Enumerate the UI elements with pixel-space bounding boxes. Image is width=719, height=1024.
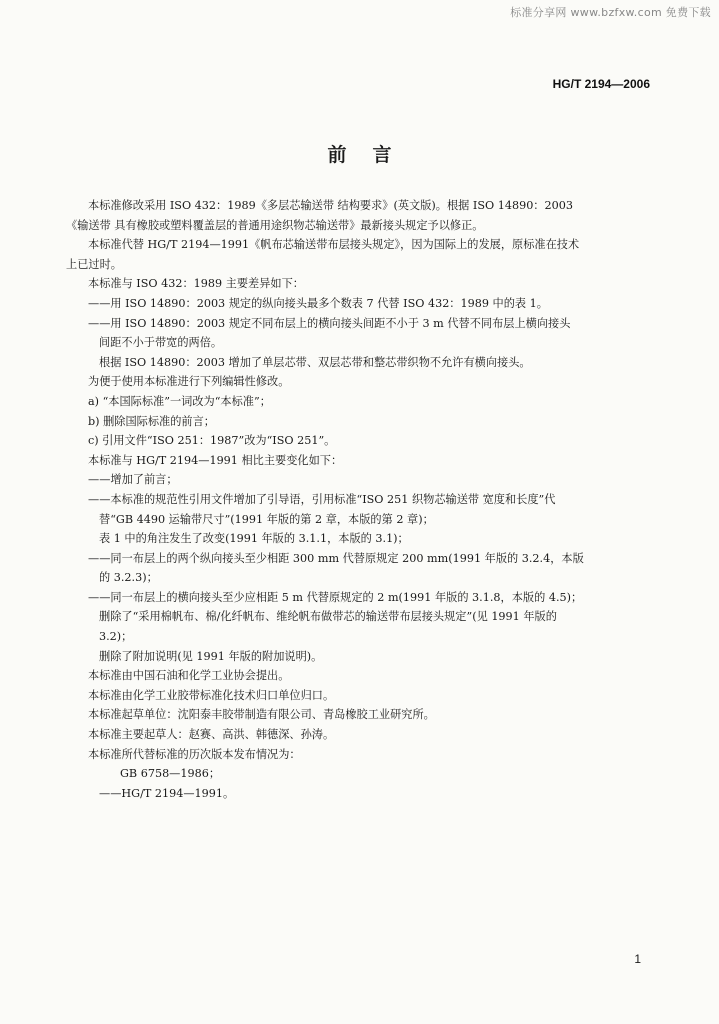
text-line: 本标准与 ISO 432：1989 主要差异如下：: [88, 277, 304, 291]
text-line: 删除了附加说明(见 1991 年版的附加说明)。: [99, 649, 323, 663]
text-line: ——同一布层上的横向接头至少应相距 5 m 代替原规定的 2 m(1991 年版的 3.1.8，本版的 4.5)；: [88, 590, 583, 604]
text-line: 本标准与 HG/T 2194—1991 相比主要变化如下：: [88, 453, 343, 467]
text-line: 间距不小于带宽的两倍。: [99, 336, 223, 350]
text-line: 本标准主要起草人：赵赛、高洪、韩德深、孙涛。: [88, 728, 335, 742]
text-line: GB 6758—1986；: [120, 767, 221, 781]
text-line: 本标准所代替标准的历次版本发布情况为：: [88, 747, 301, 761]
text-line: 删除了“采用棉帆布、棉/化纤帆布、维纶帆布做带芯的输送带布层接头规定”(见 1991 年版的: [99, 610, 557, 624]
text-line: 根据 ISO 14890：2003 增加了单层芯带、双层芯带和整芯带织物不允许有横向接头。: [99, 355, 531, 369]
page-number: 1: [634, 952, 641, 966]
watermark-text: 标准分享网 www.bzfxw.com 免费下载: [510, 6, 711, 19]
text-line: 表 1 中的角注发生了改变(1991 年版的 3.1.1，本版的 3.1)；: [99, 532, 409, 546]
page-title: 前言: [327, 144, 418, 166]
text-line: 替“GB 4490 运输带尺寸”(1991 年版的第 2 章，本版的第 2 章)；: [99, 512, 434, 526]
text-line: 《输送带 具有橡胶或塑料覆盖层的普通用途织物芯输送带》最新接头规定予以修正。: [66, 218, 484, 232]
text-line: ——本标准的规范性引用文件增加了引导语，引用标准“ISO 251 织物芯输送带 宽度和长度”代: [88, 492, 556, 506]
text-line: b) 删除国际标准的前言；: [88, 414, 215, 428]
text-line: 本标准由中国石油和化学工业协会提出。: [88, 669, 290, 683]
text-line: 为便于使用本标准进行下列编辑性修改。: [88, 375, 290, 389]
text-line: 的 3.2.3)；: [99, 571, 158, 585]
standard-code: HG/T 2194—2006: [552, 77, 650, 91]
text-line: 本标准由化学工业胶带标准化技术归口单位归口。: [88, 688, 335, 702]
text-line: 本标准修改采用 ISO 432：1989《多层芯输送带 结构要求》(英文版)。根据 ISO 14890：2003: [88, 199, 573, 212]
text-line: 上已过时。: [66, 257, 122, 271]
text-line: ——同一布层上的两个纵向接头至少相距 300 mm 代替原规定 200 mm(1991 年版的 3.2.4，本版: [88, 551, 584, 565]
text-line: c) 引用文件“ISO 251：1987”改为“ISO 251”。: [88, 434, 336, 448]
text-line: ——用 ISO 14890：2003 规定不同布层上的横向接头间距不小于 3 m 代替不同布层上横向接头: [88, 316, 571, 330]
document-body: [66, 196, 656, 803]
text-line: a) “本国际标准”一词改为“本标准”；: [88, 394, 271, 408]
text-line: ——增加了前言；: [88, 473, 178, 487]
text-line: 3.2)；: [99, 630, 133, 644]
text-line: 本标准起草单位：沈阳泰丰胶带制造有限公司、青岛橡胶工业研究所。: [88, 708, 435, 722]
text-line: 本标准代替 HG/T 2194—1991《帆布芯输送带布层接头规定》，因为国际上的发展，原标准在技术: [88, 238, 580, 252]
text-line: ——HG/T 2194—1991。: [99, 786, 235, 800]
text-line: ——用 ISO 14890：2003 规定的纵向接头最多个数表 7 代替 ISO 432：1989 中的表 1。: [88, 296, 548, 310]
